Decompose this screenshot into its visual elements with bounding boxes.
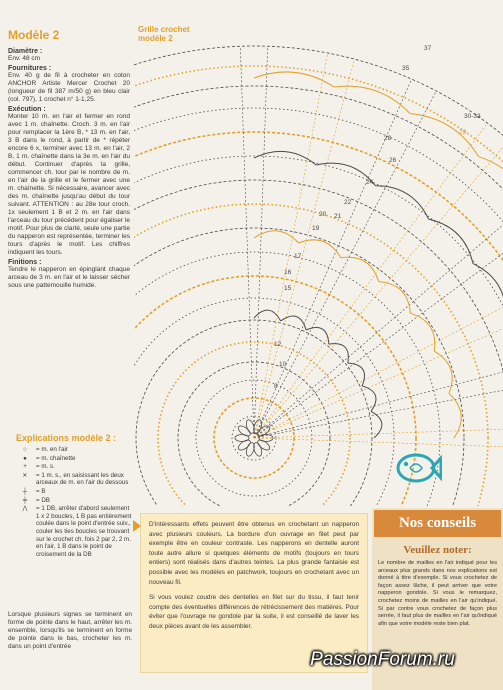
legend-text: = m. s. (36, 463, 55, 471)
chart-center-petal (256, 424, 271, 438)
legend-symbol: ● (23, 454, 27, 462)
round-number-label: 28 (384, 135, 392, 142)
tip-arrow-icon (133, 520, 141, 532)
tip-paragraph-2: Si vous voulez coudre des dentelles en filet sur du tissu, il faut tenir compte des éventuelles différences de rétrécissement des matières. Pour éviter que l'ouvrage ne gondole par la suite, il est conseillé de laver les deux pièces avant de les assembler. (149, 594, 359, 630)
chart-spoke (254, 364, 503, 438)
chart-round-ring (134, 86, 503, 506)
conseils-subtitle: Veuillez noter: (403, 544, 472, 556)
legend-symbol: + (23, 463, 27, 471)
legend-text: = B (36, 487, 46, 495)
legend-row (14, 446, 132, 454)
legend-text: = 1 m. s., en saisissant les deux arceaux de m. en l'air du dessous (36, 471, 129, 487)
chart-arc (478, 157, 503, 214)
fournitures-text: Env. 40 g de fil à crocheter en coton ANCHOR Artiste Mercer Crochet 20 (longueur de fil 387 m/50 g) en bleu clair (col. 797), 1 crochet n° 1-1,25. (8, 72, 130, 103)
chart-spoke (240, 46, 254, 438)
conseils-banner: Nos conseils (374, 510, 501, 537)
chart-arc (410, 114, 478, 157)
explications-title: Explications modèle 2 : (16, 433, 117, 443)
round-number-label: 19 (312, 225, 320, 232)
chart-spoke (254, 280, 503, 438)
model-title: Modèle 2 (8, 28, 60, 42)
legend-row (14, 472, 132, 487)
chart-round-ring (178, 362, 330, 506)
round-number-label: 12 (274, 341, 282, 348)
finitions-label: Finitions : (8, 259, 42, 266)
execution-label: Exécution : (8, 106, 46, 113)
chart-center-petal (252, 419, 263, 434)
fish-motif-icon (392, 448, 442, 488)
round-number-label: 21 (334, 213, 342, 220)
crochet-chart-svg (134, 28, 503, 506)
chart-arc (299, 240, 341, 258)
conseils-text: Le nombre de mailles en l'air indiqué pour les arceaux plus grands dans nos explications est donné à titre d'exemple. Si vous crochetez de façon assez lâche, il peut arriver que votre napperon gondole. Si vous le remarquez, crochetez moins de mailles en l'air qu'indiqué. Si par contre vous crochetez de façon plus serrée, il faut plus de mailles en l'air qu'indiqué afin que votre modèle reste bien plat. (378, 560, 497, 627)
grid-title-line2: modèle 2 (138, 34, 173, 43)
chart-arc (329, 344, 349, 364)
round-number-label: 17 (294, 253, 302, 260)
chart-round-ring (158, 342, 350, 506)
round-number-label: 30-33 (464, 113, 481, 120)
legend-symbol: ┼ (22, 487, 28, 495)
round-number-label: 10 (279, 361, 287, 368)
round-number-label: 29 (459, 129, 467, 136)
fournitures-label: Fournitures : (8, 65, 52, 72)
chart-spoke (254, 53, 328, 438)
legend-row (14, 455, 132, 463)
chart-arc (379, 282, 411, 314)
round-number-label: 35 (402, 65, 410, 72)
legend-text: = m. chaînette (36, 454, 76, 462)
diametre-label: Diamètre : (8, 48, 43, 55)
chart-spoke (254, 183, 503, 438)
grid-title-line1: Grille crochet (138, 25, 190, 34)
chart-round-ring (134, 298, 394, 506)
round-number-label: 20 (319, 211, 327, 218)
chart-arc (429, 219, 473, 263)
chart-arc (375, 186, 428, 219)
chart-arc (348, 363, 365, 386)
round-number-label: 37 (424, 45, 432, 52)
legend-text: = m. en l'air (36, 446, 68, 453)
round-number-label: 8 (274, 383, 278, 390)
round-number-label: 15 (284, 285, 292, 292)
execution-text: Monter 10 m. en l'air et fermer en rond avec 1 m. chaînette. Croch. 3 m. en l'air pour remplacer la 1ère B, * 13 m. en l'air, 3 B dans le rond, à partir de * répéter encore 6 x, terminer avec 13 m. en l'air, 2 B, 1 m. chaînette dans la 3e m. en l'air du début. Continuer d'après la grille, commencer ch. tour par le nombre de m. en l'air de la grille et le fermer avec une m. chaînette. Si nécessaire, avancer avec des m. chaînette jusqu'au début du tour suivant. ATTENTION : au 28e tour croch. 1x seulement 1 B et 2 m. en l'air dans l'arceau du tour précédent pour égaliser le motif. Pour plus de clarté, seule une partie du napperon est représentée, terminer les tours d'après le motif. Les chiffres indiquent les tours. (8, 113, 130, 256)
chart-center-petal (237, 438, 252, 452)
instructions-column (8, 28, 130, 290)
chart-arc (306, 327, 329, 344)
watermark: PassionForum.ru (310, 649, 455, 670)
finitions-text: Tendre le napperon en épinglant chaque arceau de 3 m. en l'air et le laisser sécher sous une pattemouille humide. (8, 266, 130, 289)
chart-arc (410, 313, 434, 351)
chart-arc (341, 257, 379, 281)
chart-center-petal (237, 424, 252, 438)
legend-text: = 1 DB, arrêter d'abord seulement 1 x 2 boucles, 1 B pas entièrement coulée dans le point d'entrée suiv., couler les ties boucles se trouvant sur le crochet ch. fois 2 par 2, 2 m. en l'air, 1 B dans le point de croisement de la DB (36, 505, 132, 558)
legend-symbol: ╪ (22, 496, 28, 504)
chart-arc (434, 351, 452, 393)
chart-spoke (254, 123, 488, 438)
chart-round-ring (134, 156, 503, 506)
chart-center-petal (245, 442, 256, 457)
chart-center-petal (256, 438, 271, 452)
chart-spoke (254, 256, 503, 438)
chart-arc (473, 263, 503, 316)
chart-spoke (254, 91, 436, 438)
chart-round-ring (134, 108, 503, 506)
legend-row (14, 505, 132, 558)
round-number-label: 16 (284, 269, 292, 276)
round-number-label: 24 (366, 179, 374, 186)
diametre-value: Env. 48 cm (8, 55, 41, 62)
chart-spoke (254, 46, 268, 438)
round-number-label: 22 (344, 199, 352, 206)
round-number-label: 26 (389, 157, 397, 164)
symbol-legend (14, 446, 132, 559)
legend-row (14, 463, 132, 471)
crochet-diagram (134, 28, 503, 506)
tip-paragraph-1: D'intéressants effets peuvent être obtenus en crochetant un napperon avec plusieurs couleurs. La bordure d'un ouvrage en filet peut par exemple être en couleur contraste. Les napperons en dentelle auront toute autre allure si quelques éléments de motifs (toujours en tours entiers) sont réalisés dans d'autres teintes. La plus grande fantaisie est possible avec les modèles en patchwork, toujours en crochetant avec un nouveau fil. (149, 521, 359, 586)
legend-text: = DB (36, 496, 50, 504)
chart-round-ring (134, 46, 503, 506)
legend-row (14, 488, 132, 496)
legend-footnote: Lorsque plusieurs signes se terminent en forme de pointe dans le haut, arrêter les m. ensemble, lorsqu'ils se terminent en forme de pointe dans le bas, crocheter les m. dans un point d'entrée (8, 611, 132, 650)
chart-spoke (254, 438, 503, 452)
legend-symbol: ⋀ (22, 505, 28, 513)
chart-arc (334, 86, 410, 114)
legend-symbol: ✕ (22, 471, 28, 479)
legend-row (14, 497, 132, 505)
chart-arc (254, 72, 334, 87)
legend-symbol: ○ (23, 446, 27, 453)
